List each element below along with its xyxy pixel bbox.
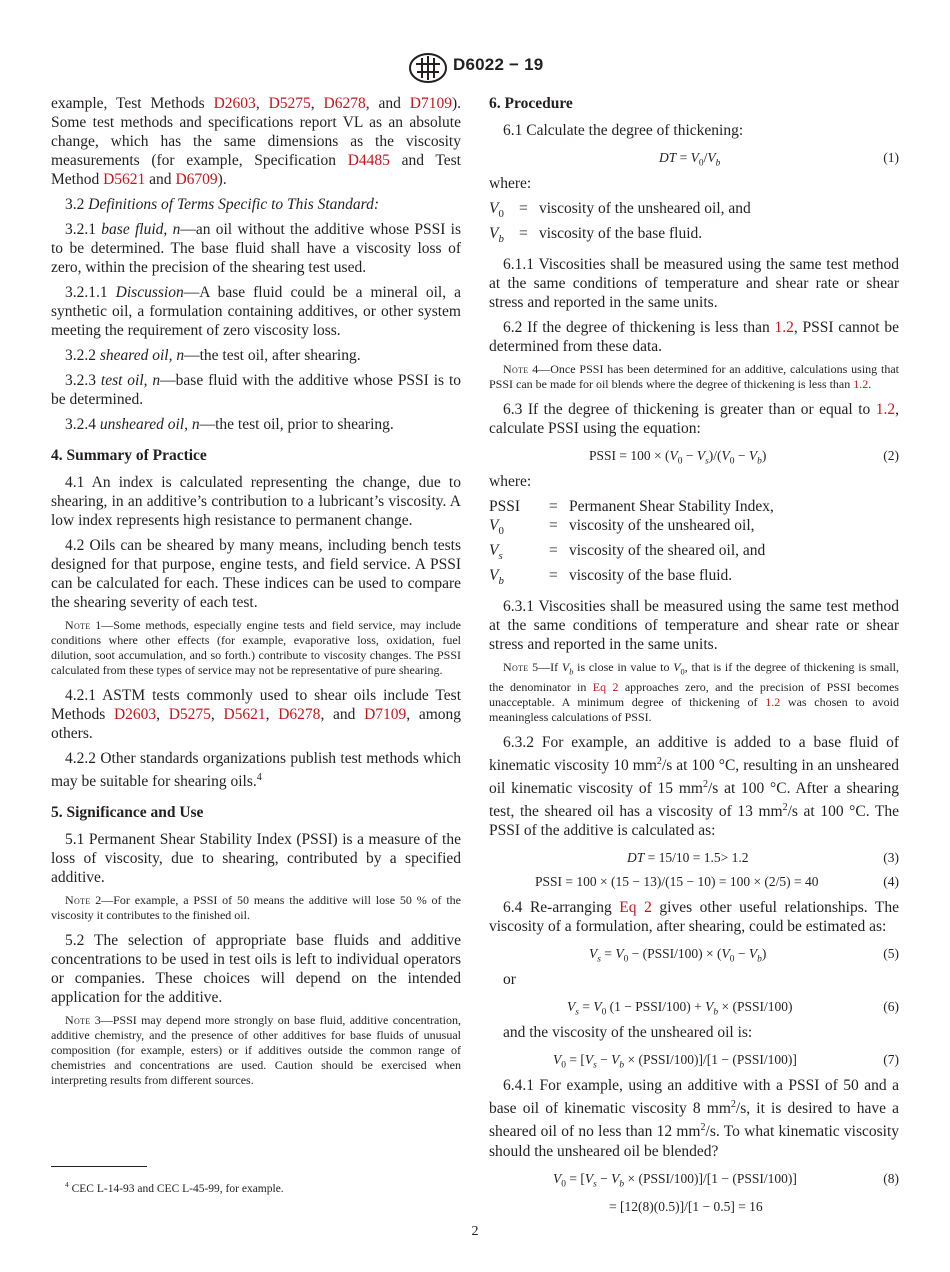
equation-5: [489, 942, 899, 966]
equation-5-body: $V_s = V_0$ − (PSSI/100) × $(V_0 - V_b)$: [589, 946, 767, 966]
paragraph-4-2-2: 4.2.2 Other standards organizations publish test methods which may be suitable for shearing oils.$^4$: [51, 750, 461, 791]
section-4-heading: 4. Summary of Practice: [51, 447, 207, 464]
where-label-1: where:: [489, 175, 532, 192]
equation-2-number: (2): [883, 448, 899, 464]
equation-5-number: (5): [883, 946, 899, 962]
astm-logo-icon: [408, 52, 448, 84]
equation-3: [489, 846, 899, 866]
equation-8-number: (8): [883, 1170, 899, 1186]
paragraph-6-3: 6.3 If the degree of thickening is greater than or equal to 1.2, calculate PSSI using the equation:: [489, 401, 899, 438]
where-equals: =: [519, 200, 528, 217]
where-list-2: [489, 497, 899, 591]
equation-2-body: PSSI = $100 \times (V_0 - V_s)/(V_0 - V_b)$: [589, 448, 767, 467]
equation-1-body: DT = $V_0/V_b$: [659, 150, 721, 169]
paragraph-5-1: 5.1 Permanent Shear Stability Index (PSSI) is a measure of the loss of viscosity, due to shearing, contributed by a specified additive.: [51, 831, 461, 887]
equation-4: [489, 870, 899, 894]
equation-6-number: (6): [883, 999, 899, 1015]
equation-3-body: DT = 15/10 = 1.5> 1.2: [627, 850, 749, 866]
where-equals: =: [519, 225, 528, 243]
where-definition: viscosity of the unsheared oil, and: [539, 200, 751, 217]
equation-4-number: (4): [883, 874, 899, 890]
paragraph-4-2-1: 4.2.1 ASTM tests commonly used to shear oils include Test Methods D2603, D5275, D5621, D6278, and D7109, among others.: [51, 687, 462, 742]
page-number: 2: [471, 1224, 479, 1239]
paragraph-6-1-1: 6.1.1 Viscosities shall be measured using the same test method at the same conditions of temperature and shear rate or shear stress and reported in the same units.: [489, 256, 899, 312]
where-definition: Permanent Shear Stability Index,: [569, 498, 774, 516]
paragraph-6-4-1: 6.4.1 For example, using an additive with a PSSI of 50 and a base oil of kinematic viscosity 8 $mm^2/s$, it is desired to have a sheared oil of no less than 12 $mm^2/s$. To what kinematic viscosity should the unsheared oil be blended?: [489, 1077, 900, 1160]
where-definition: viscosity of the base fluid.: [569, 567, 733, 585]
paragraph-6-3-2: 6.3.2 For example, an additive is added to a base fluid of kinematic viscosity 10 $mm^2/s$ at 100 °C, resulting in an unsheared oil kinematic viscosity of 15 $mm^2/s$ at 100 °C. After a shearing test, the sheared oil has a viscosity of 13 $mm^2/s$ at 100 °C. The PSSI of the additive is calculated as:: [489, 733, 900, 840]
where-equals: =: [549, 567, 558, 585]
paragraph-3-2-1: 3.2.1 base fluid, n—an oil without the additive whose PSSI is to be determined. The base fluid shall have a viscosity loss of zero, within the precision of the shearing test used.: [51, 221, 462, 276]
section-5-heading: 5. Significance and Use: [51, 804, 204, 822]
equation-3-number: (3): [883, 850, 899, 866]
where-definition: viscosity of the base fluid.: [539, 225, 703, 243]
document-id: D6022 − 19: [453, 55, 544, 74]
where-equals: =: [549, 517, 558, 535]
where-symbol: $V_b$: [489, 567, 504, 588]
paragraph-unsheared: and the viscosity of the unsheared oil is:: [503, 1024, 753, 1042]
footnote-4: $^4$ CEC L-14-93 and CEC L-45-99, for example.: [65, 1180, 284, 1195]
equation-2: [489, 444, 899, 468]
equation-7-number: (7): [883, 1052, 899, 1068]
or-text: or: [503, 971, 516, 989]
equation-8b-body: = [12(8)(0.5)]/[1 − 0.5] = 16: [609, 1198, 763, 1214]
paragraph-3-2-2: 3.2.2 sheared oil, n—the test oil, after shearing.: [65, 347, 361, 364]
paragraph-6-3-1: 6.3.1 Viscosities shall be measured using the same test method at the same conditions of temperature and shear rate or shear stress and reported in the same units.: [489, 598, 899, 654]
note-2: Note 2—For example, a PSSI of 50 means the additive will lose 50 % of the viscosity it contributes to the finished oil.: [51, 893, 461, 923]
equation-1: [489, 146, 899, 170]
equation-6-body: $V_s = V_0$ (1 − PSSI/100) + $V_b$ × (PSSI/100): [567, 999, 793, 1019]
where-symbol: $V_0$: [489, 200, 504, 221]
where-definition: viscosity of the sheared oil, and: [569, 542, 766, 560]
left-column: [51, 94, 461, 1096]
note-1: Note 1—Some methods, especially engine tests and field service, may include conditions where other effects (for example, evaporative loss, oxidation, fuel dilution, soot accumulation, and so forth.) contribute to viscosity changes. The PSSI calculated from these types of service may not be representative of pure shearing.: [51, 618, 461, 677]
paragraph-3-2-1-1: 3.2.1.1 Discussion—A base fluid could be a mineral oil, a synthetic oil, a formulation containing additives, or other system meeting the requirement of zero viscosity loss.: [51, 284, 461, 339]
where-equals: =: [549, 542, 558, 560]
equation-8-body: $V_0 = [V_s - V_b$ × (PSSI/100)]/[1 − (PSSI/100)]: [553, 1170, 797, 1190]
equation-7-body: $V_0 = [V_s - V_b$ × (PSSI/100)]/[1 − (PSSI/100)]: [553, 1052, 797, 1072]
paragraph-6-2: 6.2 If the degree of thickening is less than 1.2, PSSI cannot be determined from these data.: [489, 319, 899, 356]
note-4: Note 4—Once PSSI has been determined for an additive, calculations using that PSSI can be made for oil blends where the degree of thickening is less than 1.2.: [489, 362, 899, 392]
paragraph-5-2: 5.2 The selection of appropriate base fluids and additive concentrations to be used in test oils is left to individual operators or companies. These choices will depend on the intended application for the additive.: [51, 932, 461, 1007]
where-symbol: PSSI: [489, 498, 521, 516]
right-column: [489, 94, 899, 1223]
equation-8-continued: [489, 1195, 899, 1219]
paragraph-6-1: 6.1 Calculate the degree of thickening:: [503, 122, 744, 139]
section-6-heading: 6. Procedure: [489, 95, 573, 112]
equation-6: [489, 995, 899, 1019]
where-label-2: where:: [489, 473, 532, 491]
equation-7: [489, 1048, 899, 1072]
equation-8: [489, 1167, 899, 1191]
where-definition: viscosity of the unsheared oil,: [569, 517, 755, 535]
footnote-rule: [51, 1166, 147, 1167]
paragraph-4-2: 4.2 Oils can be sheared by many means, including bench tests designed for that purpose, engine tests, and field service. A PSSI can be calculated for each. These indices can be used to compare the shearing severity of each test.: [51, 537, 461, 611]
paragraph-3-1-cont: example, Test Methods D2603, D5275, D6278, and D7109). Some test methods and specifications report VL as an absolute change, which has the same dimensions as the viscosity measurements (for example, Specification D4485 and Test Method D5621 and D6709).: [51, 95, 462, 188]
where-equals: =: [549, 498, 558, 516]
where-symbol: $V_s$: [489, 542, 503, 563]
paragraph-3-2-4: 3.2.4 unsheared oil, n—the test oil, prior to shearing.: [65, 416, 394, 433]
where-symbol: $V_0$: [489, 517, 504, 538]
page-header: [0, 52, 950, 86]
where-symbol: $V_b$: [489, 225, 504, 246]
paragraph-3-2-3: 3.2.3 test oil, n—base fluid with the additive whose PSSI is to be determined.: [51, 372, 461, 408]
where-list-1: [489, 199, 899, 249]
paragraph-6-4: 6.4 Re-arranging Eq 2 gives other useful relationships. The viscosity of a formulation, after shearing, could be estimated as:: [489, 899, 899, 936]
equation-1-number: (1): [883, 150, 899, 165]
paragraph-4-1: 4.1 An index is calculated representing the change, due to shearing, in an additive’s contribution to a lubricant’s viscosity. A low index represents high resistance to permanent change.: [51, 474, 461, 529]
paragraph-3-2: 3.2 Definitions of Terms Specific to This Standard:: [65, 196, 380, 213]
note-5: Note 5—If $V_b$ is close in value to $V_0$, that is if the degree of thickening is small, the denominator in Eq 2 approaches zero, and the precision of PSSI becomes unacceptable. A minimum degree of thickening of 1.2 was chosen to avoid meaningless calculations of PSSI.: [489, 660, 899, 724]
equation-4-body: PSSI = 100 × (15 − 13)/(15 − 10) = 100 × (2/5) = 40: [535, 874, 819, 890]
note-3: Note 3—PSSI may depend more strongly on base fluid, additive concentration, additive chemistry, and the presence of other additives for base fluids of unusual composition (for example, esters) or if additives outside the common range of chemistries and concentrations are used. Caution should be exercised when interpreting results from different sources.: [51, 1013, 461, 1088]
